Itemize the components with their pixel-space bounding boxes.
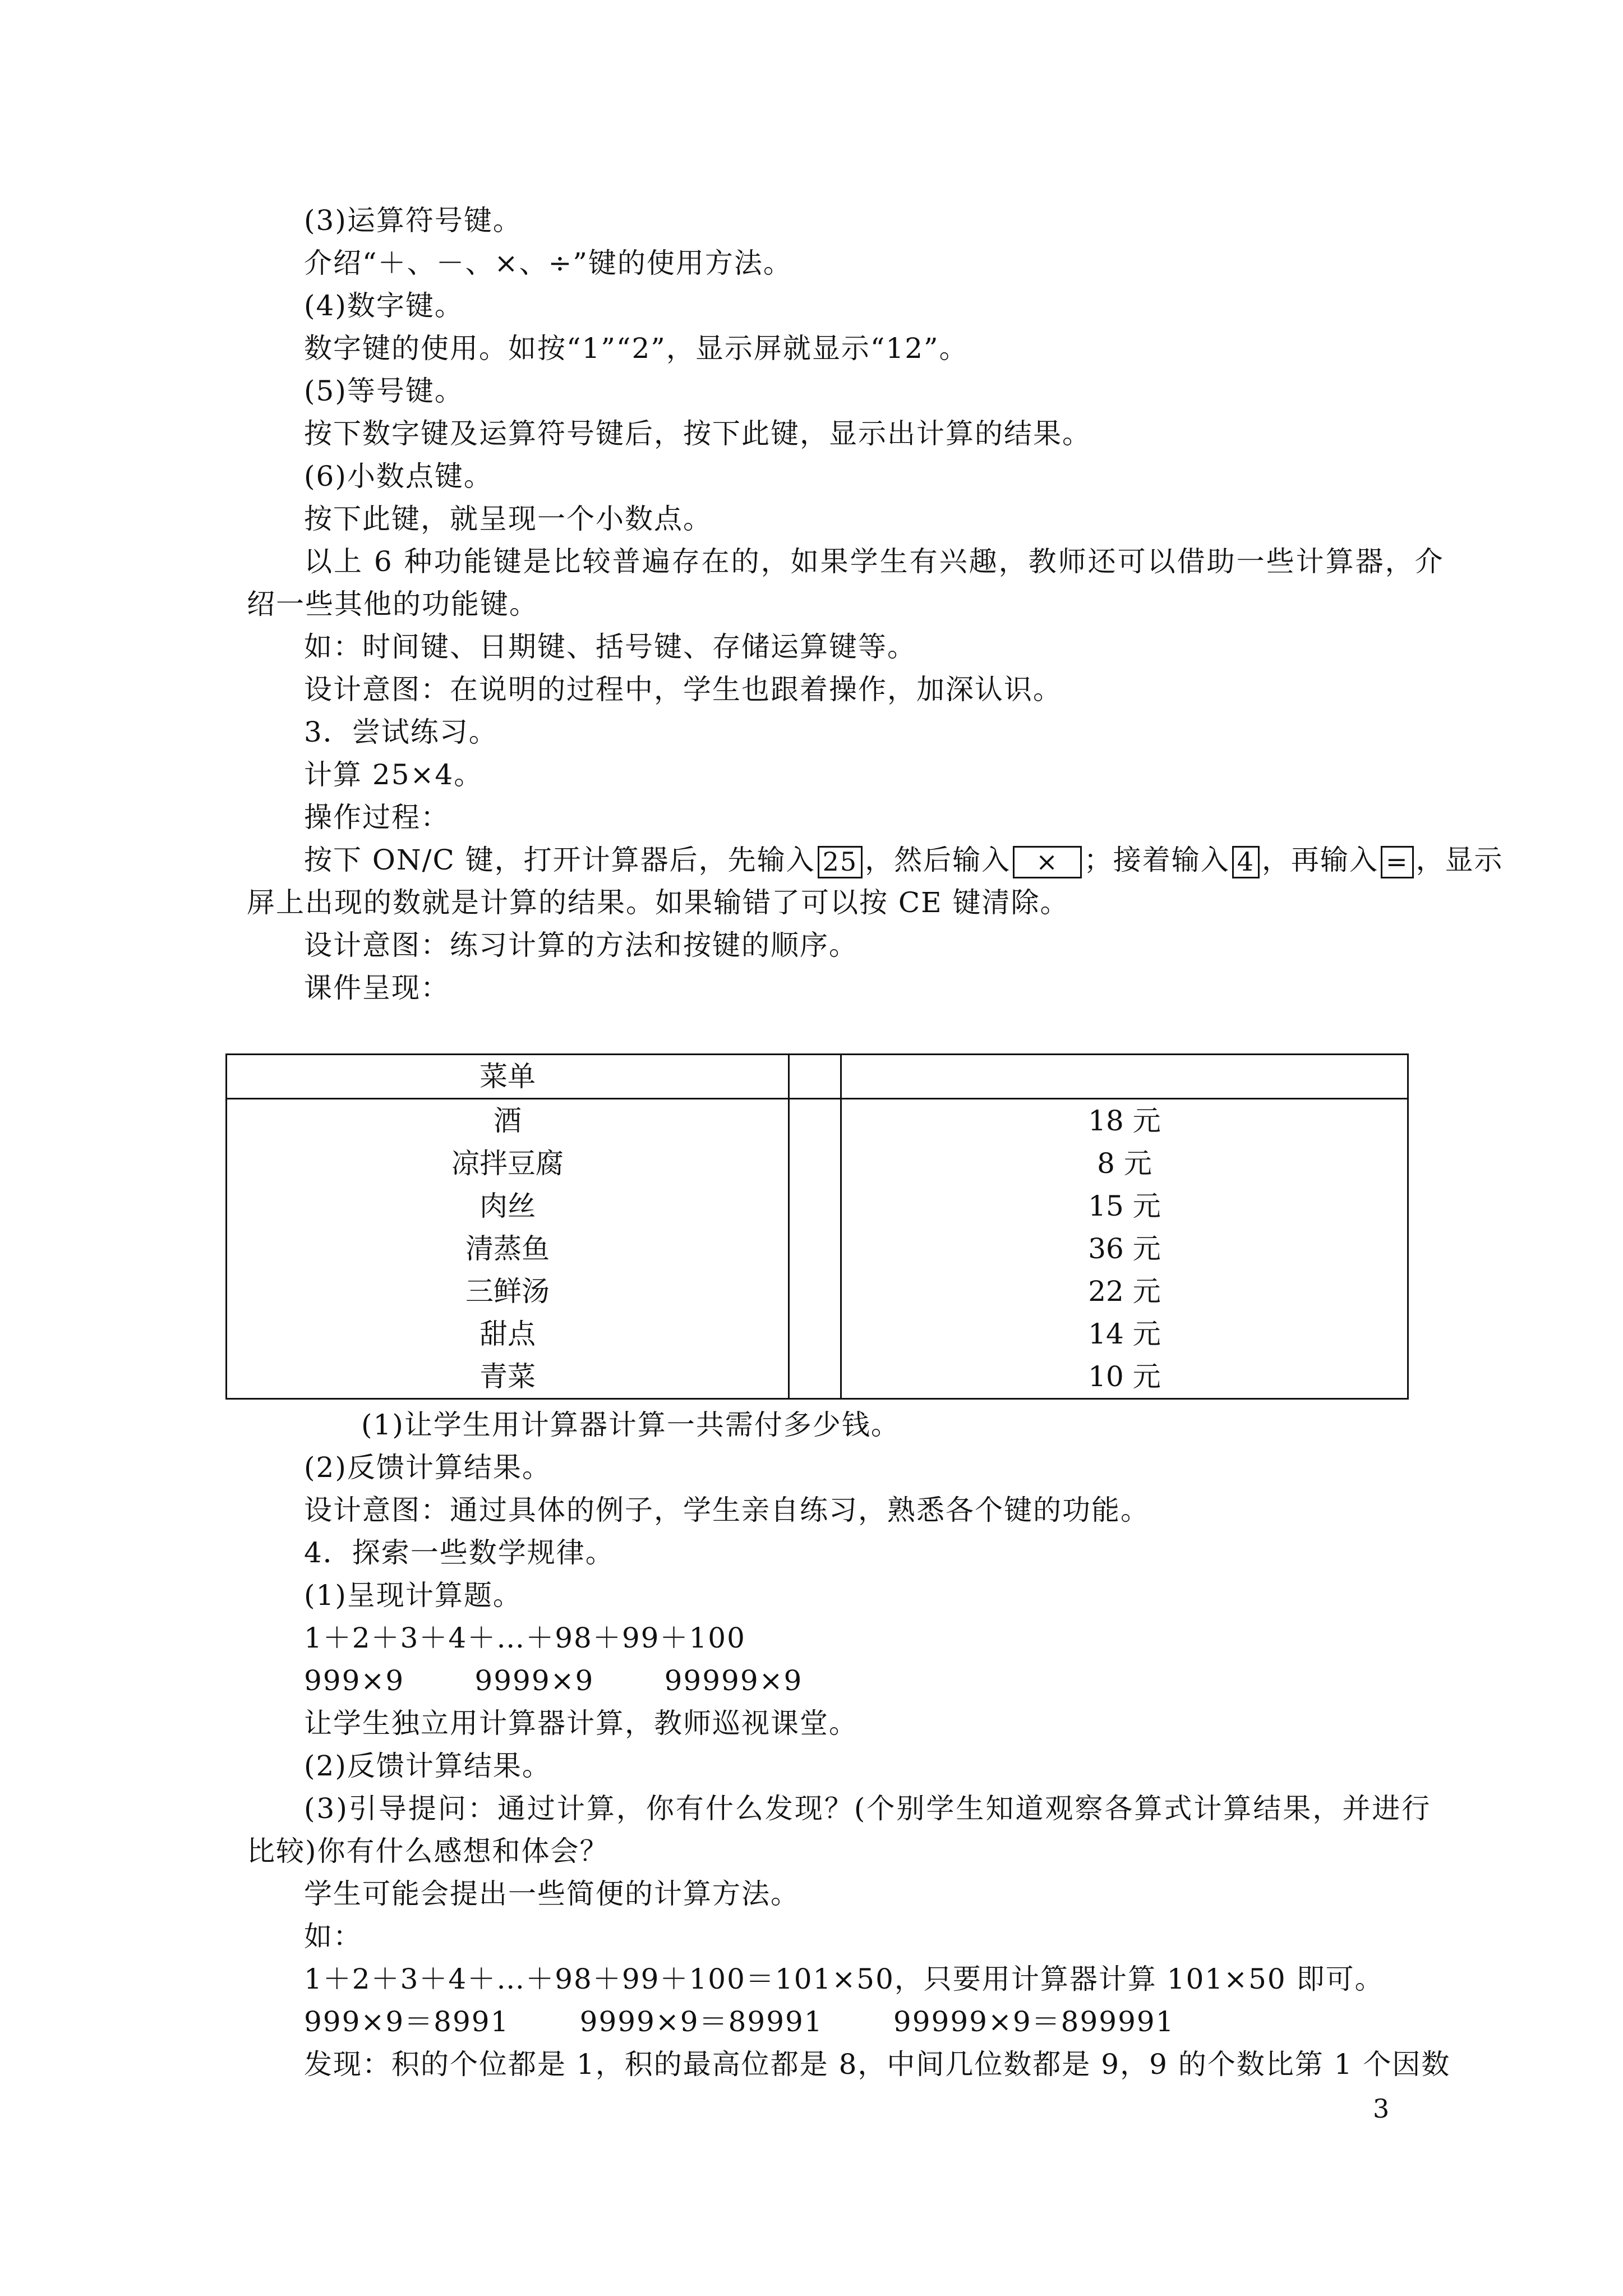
operation-steps-line	[304, 839, 1504, 881]
menu-table-header-row	[227, 1055, 1408, 1099]
text-line: 999×9 9999×9 99999×9	[304, 1664, 803, 1697]
text-line: 操作过程：	[304, 801, 450, 834]
calculator-key-25: 25	[818, 846, 863, 878]
empty-cell	[789, 1355, 841, 1399]
text-line: 按下数字键及运算符号键后，按下此键，显示出计算的结果。	[304, 417, 1091, 450]
text-line: (5)等号键。	[304, 375, 464, 407]
dish-cell: 清蒸鱼	[465, 1232, 550, 1265]
menu-table	[225, 1053, 1409, 1400]
price-cell: 15 元	[1088, 1190, 1161, 1222]
text-line: (3)运算符号键。	[304, 204, 522, 237]
price-cell: 8 元	[1097, 1147, 1152, 1180]
text-line: 计算 25×4。	[304, 758, 483, 791]
price-cell: 14 元	[1088, 1318, 1161, 1350]
text-line: 如：	[304, 1920, 362, 1953]
text-line: 4．探索一些数学规律。	[304, 1536, 615, 1569]
page-number: 3	[1373, 2093, 1390, 2124]
text-line: 数字键的使用。如按“1”“2”，显示屏就显示“12”。	[304, 332, 969, 365]
table-row	[227, 1227, 1408, 1270]
dish-cell: 肉丝	[479, 1190, 536, 1222]
dish-cell: 青菜	[479, 1360, 536, 1393]
text-line: 发现：积的个位都是 1，积的最高位都是 8，中间几位数都是 9，9 的个数比第 1 个因数	[304, 2048, 1451, 2081]
text-segment: ，再输入	[1262, 844, 1379, 876]
text-line: (6)小数点键。	[304, 460, 493, 493]
empty-cell	[789, 1313, 841, 1355]
table-row	[227, 1270, 1408, 1313]
text-line: (2)反馈计算结果。	[304, 1750, 551, 1782]
table-row	[227, 1185, 1408, 1227]
empty-cell	[789, 1270, 841, 1313]
price-cell: 10 元	[1088, 1360, 1161, 1393]
table-row	[227, 1099, 1408, 1143]
text-line: 999×9＝8991 9999×9＝89991 99999×9＝899991	[304, 2005, 1175, 2038]
text-line: 绍一些其他的功能键。	[247, 588, 538, 620]
calculator-key-multiply: ×	[1013, 846, 1082, 878]
empty-cell	[841, 1055, 1408, 1099]
text-line: 课件呈现：	[304, 972, 450, 1004]
table-row	[227, 1313, 1408, 1355]
calculator-key-equals: =	[1381, 846, 1414, 878]
text-line: (1)让学生用计算器计算一共需付多少钱。	[361, 1409, 900, 1441]
text-line: 让学生独立用计算器计算，教师巡视课堂。	[304, 1707, 858, 1740]
text-line: 1＋2＋3＋4＋…＋98＋99＋100	[304, 1622, 746, 1654]
dish-cell: 酒	[494, 1105, 522, 1137]
text-segment: ；接着输入	[1083, 844, 1230, 876]
text-line: 设计意图：通过具体的例子，学生亲自练习，熟悉各个键的功能。	[304, 1494, 1150, 1526]
dish-cell: 甜点	[479, 1318, 536, 1350]
text-line: 介绍“＋、－、×、÷”键的使用方法。	[304, 247, 792, 279]
empty-cell	[789, 1099, 841, 1143]
text-line: 1＋2＋3＋4＋…＋98＋99＋100＝101×50，只要用计算器计算 101×50 即可。	[304, 1963, 1384, 1995]
empty-cell	[789, 1055, 841, 1099]
text-line: (1)呈现计算题。	[304, 1579, 522, 1612]
text-line: (2)反馈计算结果。	[304, 1451, 551, 1484]
table-row	[227, 1355, 1408, 1399]
price-cell: 22 元	[1088, 1275, 1161, 1308]
text-line: 如：时间键、日期键、括号键、存储运算键等。	[304, 631, 916, 663]
empty-cell	[789, 1185, 841, 1227]
dish-cell: 凉拌豆腐	[451, 1147, 564, 1180]
price-cell: 36 元	[1088, 1232, 1161, 1265]
text-line: 设计意图：在说明的过程中，学生也跟着操作，加深认识。	[304, 673, 1062, 706]
text-line: 比较)你有什么感想和体会？	[247, 1835, 609, 1867]
text-line: 屏上出现的数就是计算的结果。如果输错了可以按 CE 键清除。	[247, 886, 1069, 919]
price-cell: 18 元	[1088, 1105, 1161, 1137]
text-line: (3)引导提问：通过计算，你有什么发现？(个别学生知道观察各算式计算结果，并进行	[304, 1792, 1432, 1825]
empty-cell	[789, 1227, 841, 1270]
calculator-key-4: 4	[1232, 846, 1260, 878]
dish-cell: 三鲜汤	[465, 1275, 550, 1308]
text-segment: ，显示	[1415, 844, 1504, 876]
menu-header-cell: 菜单	[227, 1055, 789, 1099]
text-segment: ，然后输入	[865, 844, 1011, 876]
table-row	[227, 1142, 1408, 1185]
text-line: 以上 6 种功能键是比较普遍存在的，如果学生有兴趣，教师还可以借助一些计算器，介	[304, 545, 1445, 578]
text-line: (4)数字键。	[304, 289, 464, 322]
text-segment: 按下 ON/C 键，打开计算器后，先输入	[304, 844, 815, 876]
text-line: 设计意图：练习计算的方法和按键的顺序。	[304, 929, 858, 961]
empty-cell	[789, 1142, 841, 1185]
text-line: 按下此键，就呈现一个小数点。	[304, 503, 712, 535]
text-line: 3．尝试练习。	[304, 716, 498, 748]
text-line: 学生可能会提出一些简便的计算方法。	[304, 1878, 800, 1910]
